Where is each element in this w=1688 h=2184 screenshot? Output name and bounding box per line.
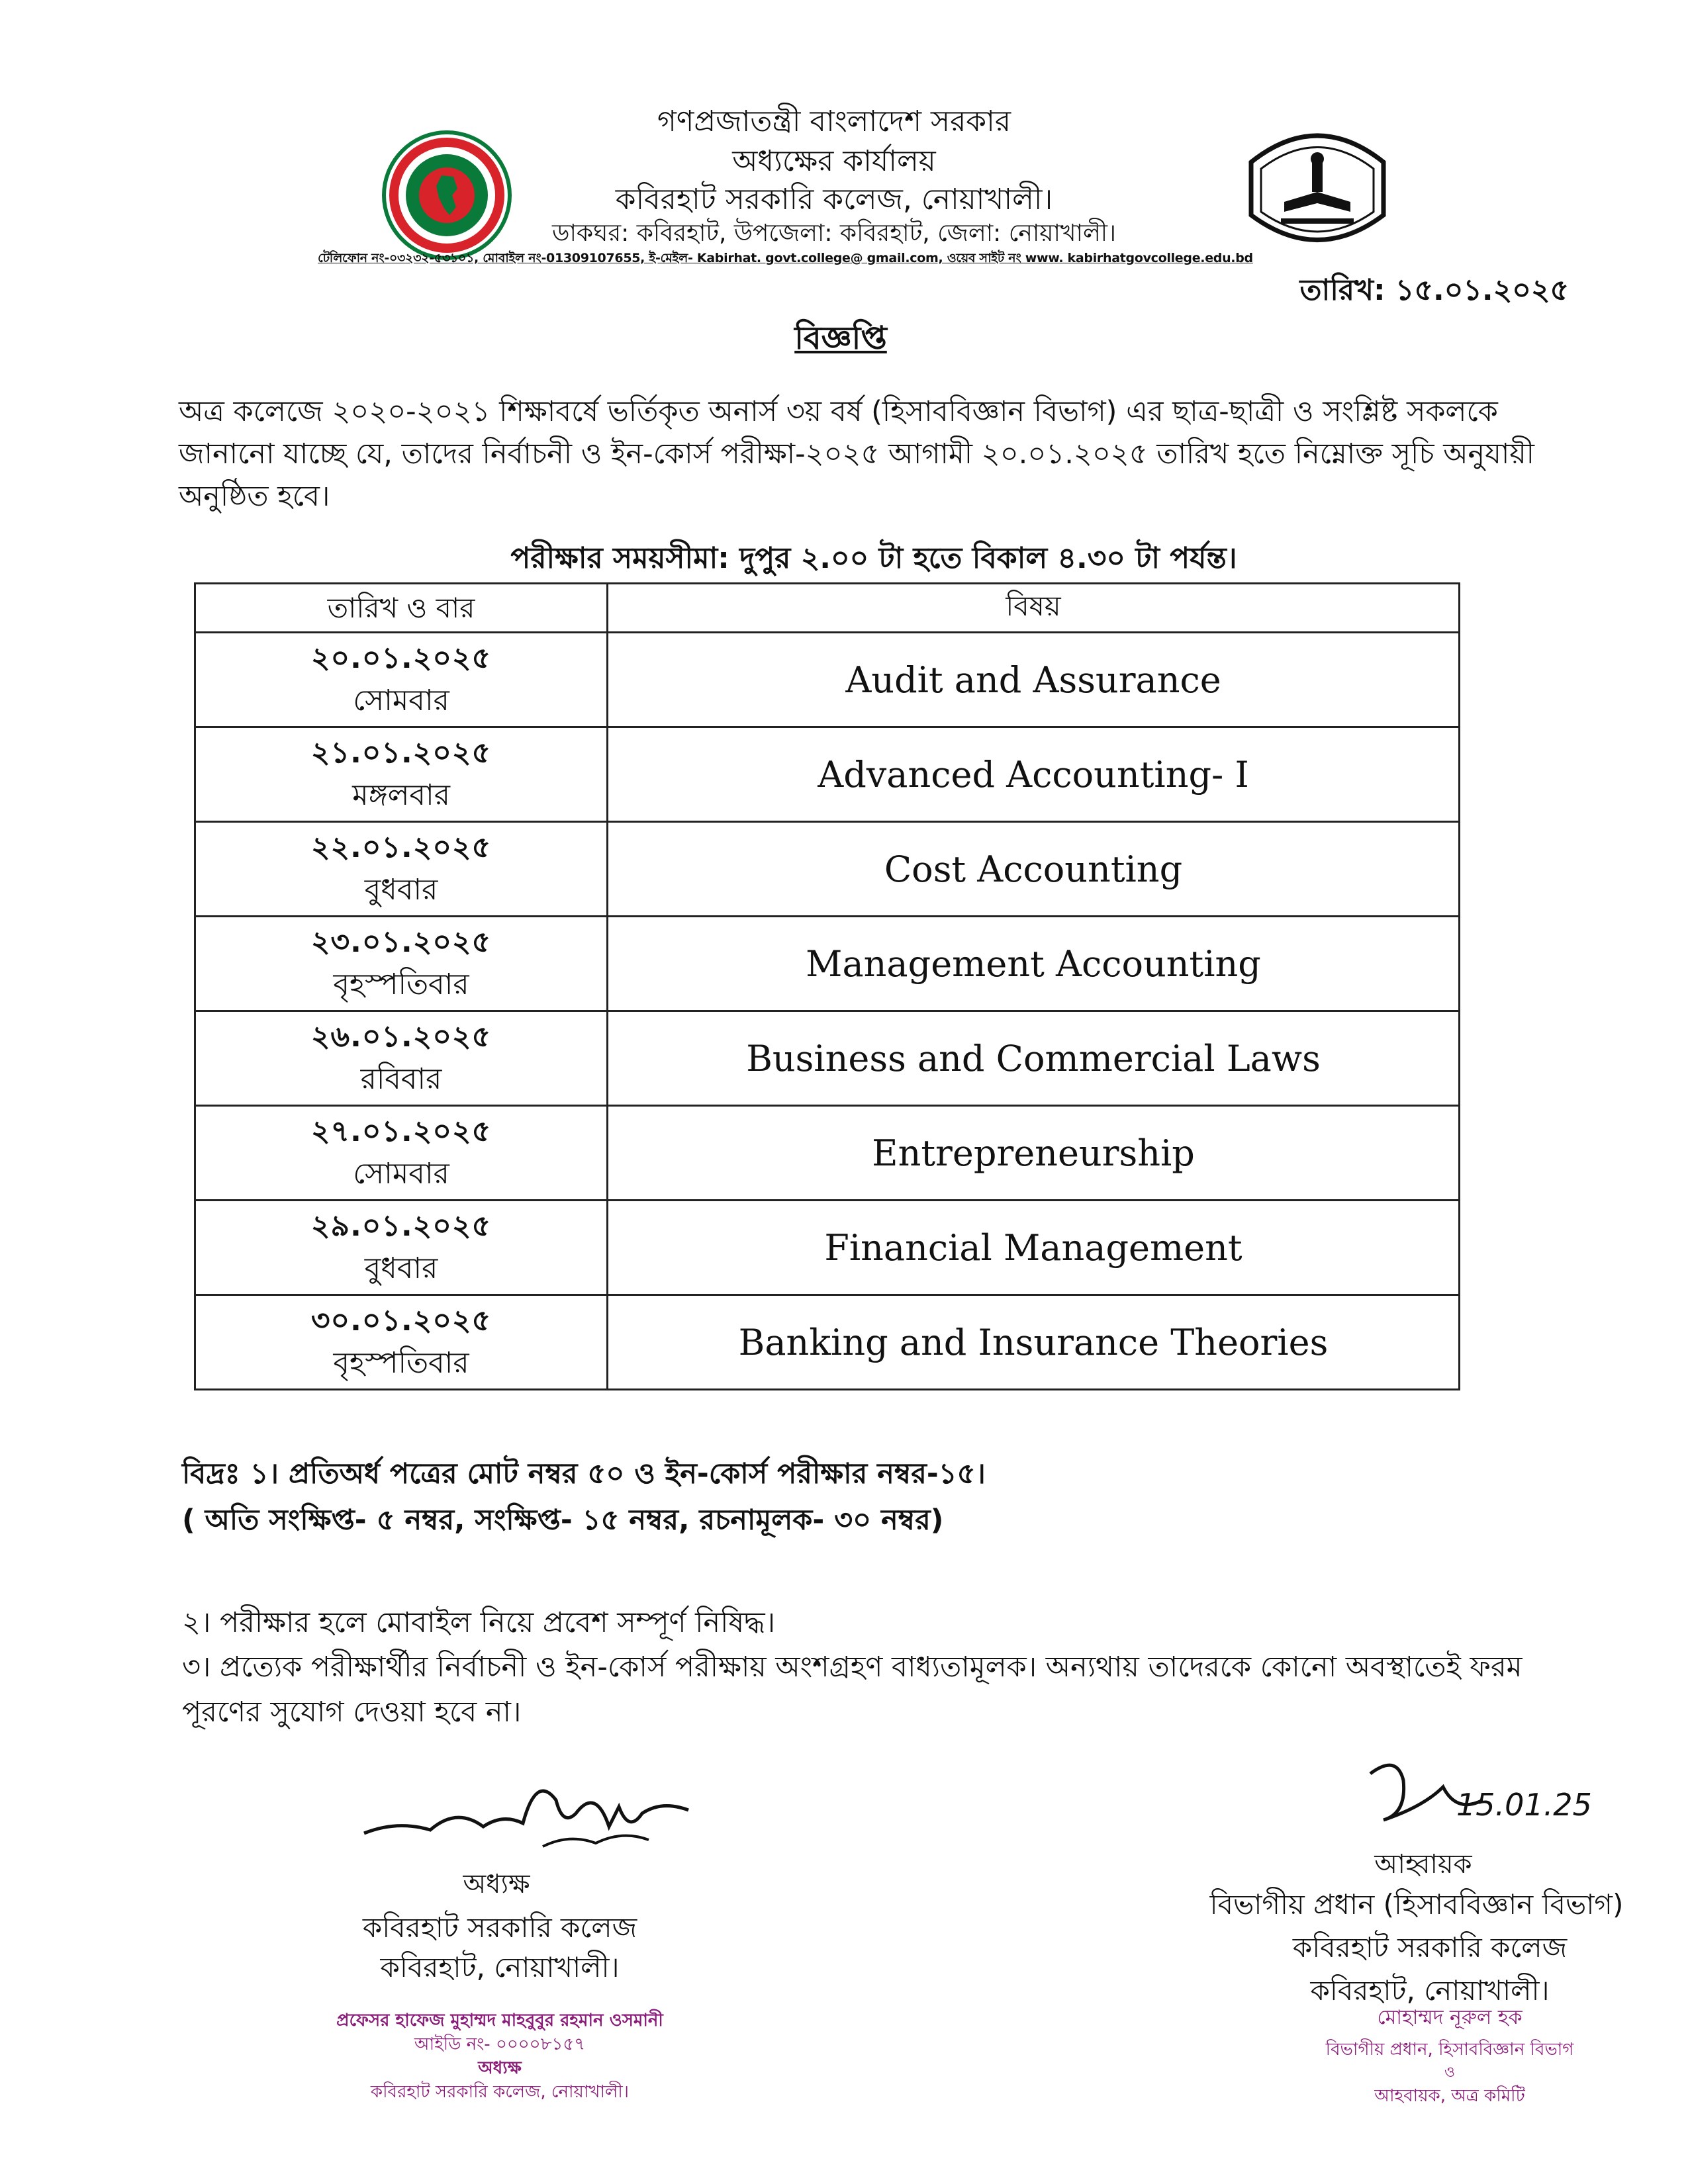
government-seal-logo bbox=[381, 129, 513, 261]
table-row bbox=[195, 1201, 1460, 1295]
table-row bbox=[195, 1295, 1460, 1390]
header-government: গণপ্রজাতন্ত্রী বাংলাদেশ সরকার bbox=[657, 105, 1011, 138]
convener-stamp bbox=[1278, 2002, 1622, 2112]
table-header-row bbox=[195, 584, 1460, 633]
subject-cell: Banking and Insurance Theories bbox=[608, 1295, 1460, 1390]
exam-day: বুধবার bbox=[364, 1251, 438, 1285]
stamp-college: কবিরহাট সরকারি কলেজ, নোয়াখালী। bbox=[370, 2082, 630, 2102]
subject-cell: Cost Accounting bbox=[608, 822, 1460, 917]
convener-role: বিভাগীয় প্রধান (হিসাববিজ্ঞান বিভাগ) bbox=[1209, 1888, 1624, 1921]
notice-intro: অত্র কলেজে ২০২০-২০২১ শিক্ষাবর্ষে ভর্তিকৃত অনার্স ৩য় বর্ষ (হিসাববিজ্ঞান বিভাগ) এর ছাত্র-ছাত্রী ও সংশ্লিষ্ট সকলকে জানানো যাচ্ছে যে, তাদের নির্বাচনী ও ইন-কোর্স পরীক্ষা-২০২৫ আগামী ২০.০১.২০২৫ তারিখ হতে নিম্নোক্ত সূচি অনুযায়ী অনুষ্ঠিত হবে। bbox=[179, 395, 1534, 513]
header-subject: বিষয় bbox=[608, 584, 1460, 633]
convener-place: কবিরহাট, নোয়াখালী। bbox=[1310, 1974, 1550, 2007]
note-marks-breakdown: ( অতি সংক্ষিপ্ত- ৫ নম্বর, সংক্ষিপ্ত- ১৫ নম্বর, রচনামূলক- ৩০ নম্বর) bbox=[182, 1504, 944, 1537]
exam-date: ২৯.০১.২০২৫ bbox=[310, 1209, 492, 1243]
convener-sign-date: 15.01.25 bbox=[1456, 1787, 1592, 1823]
date-cell bbox=[195, 1295, 608, 1390]
convener-college: কবিরহাট সরকারি কলেজ bbox=[1292, 1931, 1568, 1964]
subject-cell: Business and Commercial Laws bbox=[608, 1011, 1460, 1106]
principal-stamp bbox=[318, 2009, 682, 2104]
date-cell bbox=[195, 727, 608, 822]
exam-day: রবিবার bbox=[360, 1062, 442, 1096]
college-logo bbox=[1244, 122, 1390, 261]
header-office: অধ্যক্ষের কার্যালয় bbox=[732, 144, 936, 178]
exam-day: বৃহস্পতিবার bbox=[333, 968, 469, 1001]
stamp-name: মোহাম্মদ নূরুল হক bbox=[1377, 2006, 1523, 2029]
exam-date: ২২.০১.২০২৫ bbox=[310, 831, 492, 864]
table-row bbox=[195, 917, 1460, 1011]
principal-signature bbox=[357, 1760, 702, 1866]
note-mobile-ban: ২। পরীক্ষার হলে মোবাইল নিয়ে প্রবেশ সম্পূর্ণ নিষিদ্ধ। bbox=[182, 1606, 776, 1639]
header-date-day: তারিখ ও বার bbox=[195, 584, 608, 633]
principal-place: কবিরহাট, নোয়াখালী। bbox=[380, 1951, 620, 1983]
subject-cell: Entrepreneurship bbox=[608, 1106, 1460, 1201]
date-cell bbox=[195, 1106, 608, 1201]
principal-college: কবিরহাট সরকারি কলেজ bbox=[362, 1911, 637, 1944]
stamp-id: আইডি নং- ০০০০৮১৫৭ bbox=[414, 2034, 586, 2054]
table-row bbox=[195, 822, 1460, 917]
notice-date: তারিখ: ১৫.০১.২০২৫ bbox=[1299, 273, 1569, 307]
stamp-title: আহবায়ক, অত্র কমিটি bbox=[1374, 2086, 1525, 2106]
notice-title: বিজ্ঞপ্তি bbox=[794, 320, 887, 357]
subject-cell: Financial Management bbox=[608, 1201, 1460, 1295]
table-row bbox=[195, 1011, 1460, 1106]
exam-date: ২৬.০১.২০২৫ bbox=[310, 1020, 492, 1054]
table-row bbox=[195, 633, 1460, 727]
stamp-name: প্রফেসর হাফেজ মুহাম্মদ মাহবুবুর রহমান ওসমানী bbox=[336, 2011, 663, 2030]
exam-day: মঙ্গলবার bbox=[352, 778, 450, 812]
principal-title: অধ্যক্ষ bbox=[463, 1869, 530, 1899]
note-marks: বিদ্রঃ ১। প্রতিঅর্ধ পত্রের মোট নম্বর ৫০ ও ইন-কোর্স পরীক্ষার নম্বর-১৫। bbox=[182, 1457, 986, 1490]
subject-cell: Advanced Accounting- I bbox=[608, 727, 1460, 822]
exam-date: ২১.০১.২০২৫ bbox=[310, 736, 492, 770]
stamp-role: বিভাগীয় প্রধান, হিসাববিজ্ঞান বিভাগ bbox=[1325, 2040, 1574, 2060]
stamp-and: ও bbox=[1444, 2064, 1456, 2081]
exam-day: বুধবার bbox=[364, 873, 438, 907]
exam-day: সোমবার bbox=[353, 684, 449, 717]
exam-date: ৩০.০১.২০২৫ bbox=[310, 1304, 492, 1338]
subject-cell: Management Accounting bbox=[608, 917, 1460, 1011]
exam-day: বৃহস্পতিবার bbox=[333, 1346, 469, 1380]
date-cell bbox=[195, 1011, 608, 1106]
exam-time: পরীক্ষার সময়সীমা: দুপুর ২.০০ টা হতে বিকাল ৪.৩০ টা পর্যন্ত। bbox=[510, 541, 1237, 575]
header-college: কবিরহাট সরকারি কলেজ, নোয়াখালী। bbox=[615, 183, 1053, 216]
exam-schedule-table bbox=[194, 582, 1460, 1390]
header-address: ডাকঘর: কবিরহাট, উপজেলা: কবিরহাট, জেলা: নোয়াখালী। bbox=[552, 220, 1116, 247]
subject-cell: Audit and Assurance bbox=[608, 633, 1460, 727]
date-cell bbox=[195, 1201, 608, 1295]
date-cell bbox=[195, 822, 608, 917]
table-row bbox=[195, 727, 1460, 822]
stamp-title: অধ্যক্ষ bbox=[478, 2058, 522, 2078]
exam-date: ২৭.০১.২০২৫ bbox=[310, 1115, 492, 1148]
header-contact: টেলিফোন নং-০৩২৩২-৫৩১০১, মোবাইল নং-01309107655, ই-মেইল- Kabirhat. govt.college@ gmail.com, ওয়েব সাইট নং www. kabirhatgovcollege.edu.bd bbox=[318, 251, 1253, 265]
exam-day: সোমবার bbox=[353, 1157, 449, 1191]
date-cell bbox=[195, 633, 608, 727]
table-row bbox=[195, 1106, 1460, 1201]
exam-date: ২০.০১.২০২৫ bbox=[310, 641, 492, 675]
note-attendance: ৩। প্রত্যেক পরীক্ষার্থীর নির্বাচনী ও ইন-কোর্স পরীক্ষায় অংশগ্রহণ বাধ্যতামূলক। অন্যথায় তাদেরকে কোনো অবস্থাতেই ফরম পূরণের সুযোগ দেওয়া হবে না। bbox=[182, 1651, 1523, 1729]
convener-title: আহ্বায়ক bbox=[1374, 1849, 1472, 1880]
date-cell bbox=[195, 917, 608, 1011]
exam-date: ২৩.০১.২০২৫ bbox=[310, 925, 492, 959]
